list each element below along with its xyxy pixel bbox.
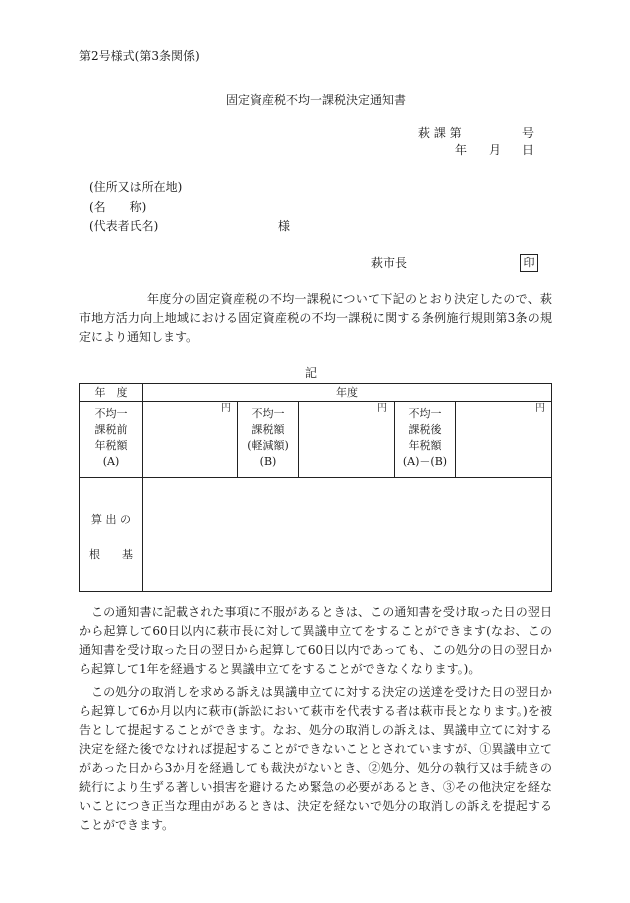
ki-label: 記	[305, 366, 318, 380]
date-day: 日	[522, 143, 535, 157]
notice-paragraph-1: この通知書に記載された事項に不服があるときは、この通知書を受け取った日の翌日から起算して60日以内に萩市長に対して異議申立てをすることができます(なお、この通知書を受け取った日の翌日から起算して60日以内であっても、この処分の日の翌日から起算して1年を経過すると異議申立てをすることができなくなります。)。	[79, 605, 552, 676]
intro-paragraph: 年度分の固定資産税の不均一課税について下記のとおり決定したので、萩市地方活力向上地域における固定資産税の不均一課税に関する条例施行規則第3条の規定により通知します。	[79, 292, 552, 344]
tax-table	[79, 383, 552, 592]
form-number: 第2号様式(第3条関係)	[79, 49, 200, 63]
basis-label-line1: 算 出 の	[91, 513, 131, 526]
seal-mark: 印	[520, 254, 538, 272]
table-row-divider	[80, 401, 551, 402]
doc-number-prefix: 萩 課 第	[418, 126, 462, 140]
notice-paragraph-2: この処分の取消しを求める訴えは異議申立てに対する決定の送達を受けた日の翌日から起算して6か月以内に萩市(訴訟において萩市を代表する者は萩市長となります。)を被告として提起することができます。なお、処分の取消しの訴えは、異議申立てに対する決定を経た後でなければ提起することができないこととされていますが、①異議申立てがあった日から3か月を経過しても裁決がないとき、②処分、処分の執行又は手続きの続行により生ずる著しい損害を避けるため緊急の必要があるとき、③その他決定を経ないことにつき正当な理由があるときは、決定を経ないで処分の取消しの訴えを提起することができます。	[79, 685, 552, 832]
table-row-divider	[80, 477, 551, 478]
yen-unit: 円	[535, 403, 545, 414]
yen-unit: 円	[377, 403, 387, 414]
document-title: 固定資産税不均一課税決定通知書	[226, 93, 407, 107]
issuer-name: 萩市長	[371, 256, 408, 270]
recipient-name: (名 称)	[89, 200, 147, 214]
table-col-divider	[455, 401, 456, 477]
table-col-divider	[142, 384, 143, 591]
col-b-label: 不均一 課税額 (軽減額) (B)	[247, 407, 289, 468]
doc-number-suffix: 号	[522, 126, 535, 140]
recipient-address: (住所又は所在地)	[89, 180, 183, 194]
basis-label-line2: 根 基	[89, 548, 133, 561]
year-header-label: 年 度	[94, 386, 128, 399]
year-header-value: 年度	[336, 386, 358, 399]
recipient-representative: (代表者氏名)	[89, 219, 159, 233]
recipient-honorific: 様	[278, 219, 291, 233]
date-month: 月	[489, 143, 502, 157]
date-year: 年	[455, 143, 468, 157]
col-a-label: 不均一 課税前 年税額 (A)	[94, 407, 128, 468]
table-col-divider	[298, 401, 299, 477]
col-c-label: 不均一 課税後 年税額 (A)－(B)	[402, 407, 448, 468]
yen-unit: 円	[221, 403, 231, 414]
